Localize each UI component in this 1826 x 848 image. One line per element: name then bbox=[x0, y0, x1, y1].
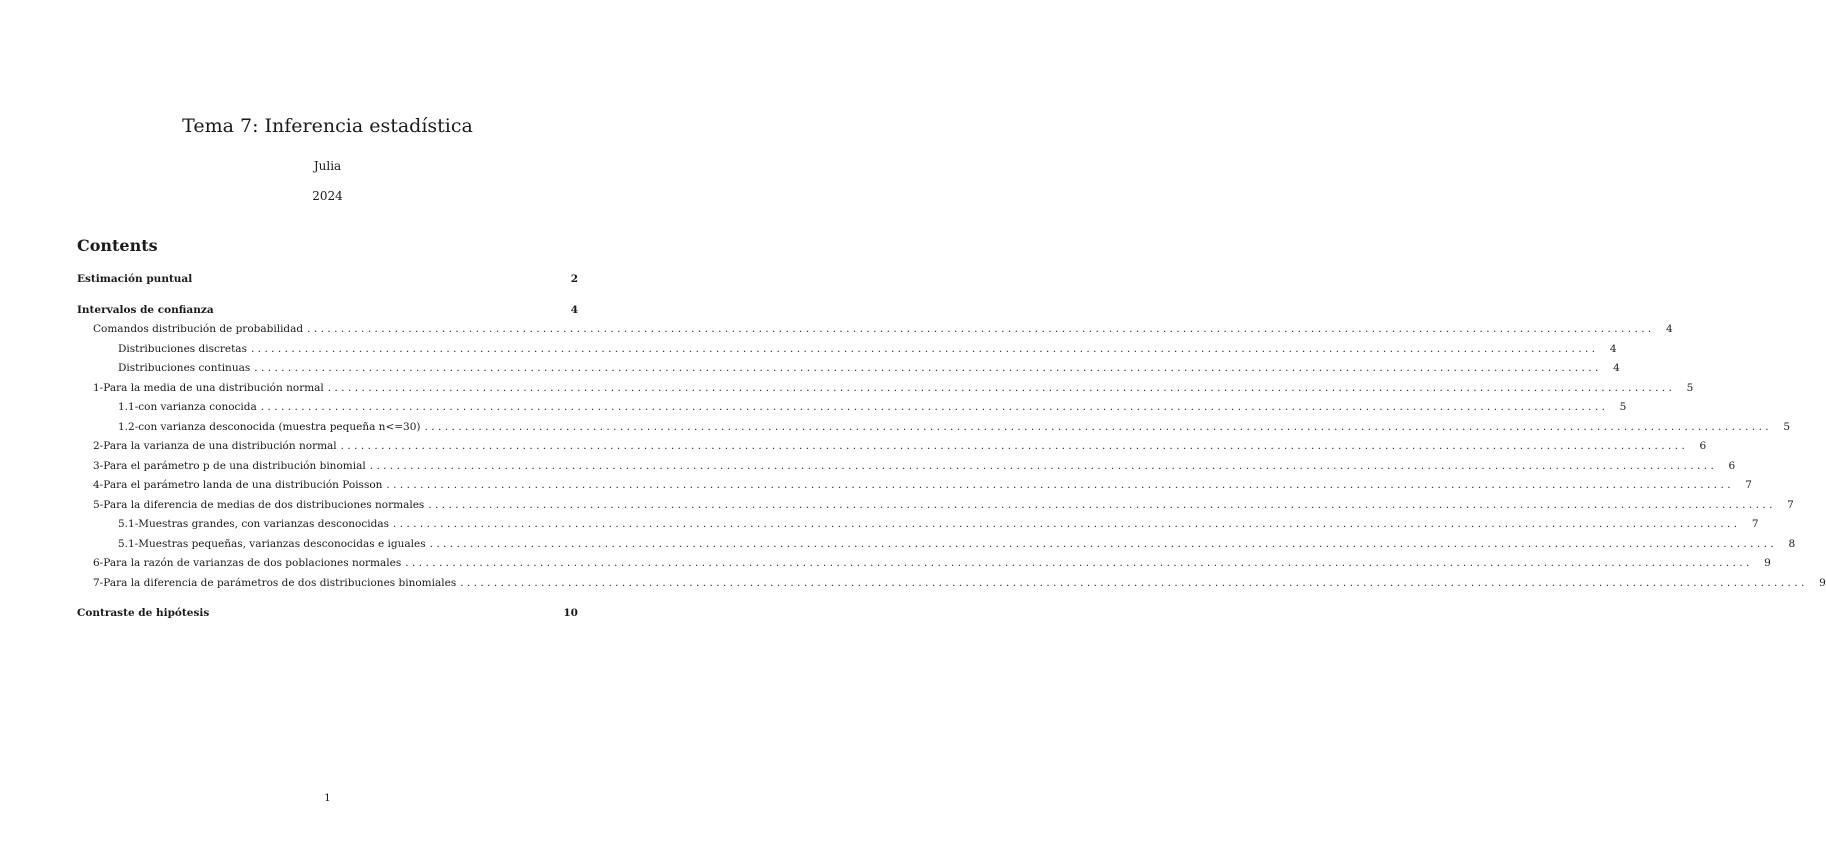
toc-dot-leader: ........................................................................................................................................................................................................ bbox=[254, 362, 1602, 374]
toc-subsection-entry[interactable] bbox=[77, 535, 1796, 555]
toc-dot-leader: ........................................................................................................................................................................................................ bbox=[307, 323, 1655, 335]
toc-entry-page[interactable]: 9 bbox=[1819, 576, 1826, 589]
toc-subsection-entry[interactable] bbox=[77, 379, 1694, 399]
toc-section-entry[interactable] bbox=[77, 270, 578, 290]
toc-entry-label[interactable]: 5-Para la diferencia de medias de dos distribuciones normales bbox=[93, 498, 425, 511]
toc-entry-label[interactable]: Contraste de hipótesis bbox=[77, 607, 210, 619]
toc-subsection-entry[interactable] bbox=[77, 398, 1627, 418]
toc-dot-leader: ........................................................................................................................................................................................................ bbox=[250, 342, 1599, 355]
table-of-contents bbox=[77, 270, 1826, 624]
toc-subsection-entry[interactable] bbox=[77, 574, 1826, 594]
toc-entry-label[interactable]: Distribuciones continuas bbox=[118, 362, 251, 374]
page-number: 1 bbox=[324, 792, 331, 804]
toc-entry-label[interactable]: 2-Para la varianza de una distribución normal bbox=[93, 440, 337, 452]
toc-dot-leader: ........................................................................................................................................................................................................ bbox=[424, 420, 1773, 433]
toc-entry-page[interactable]: 4 bbox=[570, 303, 578, 316]
document-date: 2024 bbox=[312, 189, 343, 203]
toc-entry-page[interactable]: 4 bbox=[1609, 342, 1617, 355]
toc-entry-label[interactable]: 5.1-Muestras grandes, con varianzas desconocidas bbox=[118, 518, 389, 530]
toc-dot-leader: ........................................................................................................................................................................................................ bbox=[460, 576, 1808, 589]
toc-dot-leader: ........................................................................................................................................................................................................ bbox=[386, 479, 1734, 491]
toc-entry-label[interactable]: Comandos distribución de probabilidad bbox=[93, 323, 304, 335]
toc-entry-label[interactable]: 6-Para la razón de varianzas de dos poblaciones normales bbox=[93, 557, 402, 569]
toc-entry-label[interactable]: Distribuciones discretas bbox=[118, 342, 247, 355]
toc-subsection-entry[interactable] bbox=[77, 359, 1620, 379]
toc-entry-label[interactable]: 1.2-con varianza desconocida (muestra pequeña n<=30) bbox=[118, 420, 421, 433]
toc-entry-page[interactable]: 7 bbox=[1787, 498, 1794, 511]
toc-entry-label[interactable]: Intervalos de confianza bbox=[77, 303, 214, 316]
toc-entry-page[interactable]: 10 bbox=[563, 607, 578, 619]
toc-entry-page[interactable]: 5 bbox=[1783, 420, 1791, 433]
toc-dot-leader: ........................................................................................................................................................................................................ bbox=[405, 557, 1753, 569]
toc-dot-leader: ........................................................................................................................................................................................................ bbox=[340, 440, 1689, 452]
toc-entry-label[interactable]: 3-Para el parámetro p de una distribución binomial bbox=[93, 459, 366, 472]
toc-section-entry[interactable] bbox=[77, 301, 578, 321]
toc-subsection-entry[interactable] bbox=[77, 457, 1736, 477]
toc-entry-page[interactable]: 8 bbox=[1788, 537, 1796, 550]
toc-subsection-entry[interactable] bbox=[77, 437, 1707, 457]
toc-subsection-entry[interactable] bbox=[77, 496, 1794, 516]
toc-subsection-entry[interactable] bbox=[77, 515, 1759, 535]
toc-dot-leader: ........................................................................................................................................................................................................ bbox=[392, 518, 1741, 530]
toc-entry-page[interactable]: 6 bbox=[1699, 440, 1707, 452]
toc-entry-label[interactable]: 4-Para el parámetro landa de una distribución Poisson bbox=[93, 479, 383, 491]
toc-entry-page[interactable]: 5 bbox=[1686, 381, 1694, 394]
toc-entry-page[interactable]: 6 bbox=[1728, 459, 1736, 472]
toc-dot-leader: ........................................................................................................................................................................................................ bbox=[369, 459, 1718, 472]
toc-subsection-entry[interactable] bbox=[77, 340, 1617, 360]
document-title: Tema 7: Inferencia estadística bbox=[182, 115, 473, 137]
toc-entry-label[interactable]: Estimación puntual bbox=[77, 273, 193, 285]
toc-dot-leader: ........................................................................................................................................................................................................ bbox=[260, 401, 1609, 413]
toc-entry-page[interactable]: 5 bbox=[1619, 401, 1627, 413]
toc-entry-label[interactable]: 1.1-con varianza conocida bbox=[118, 401, 257, 413]
toc-dot-leader: ........................................................................................................................................................................................................ bbox=[327, 381, 1676, 394]
toc-dot-leader: ........................................................................................................................................................................................................ bbox=[428, 498, 1776, 511]
toc-dot-leader: ........................................................................................................................................................................................................ bbox=[429, 537, 1778, 550]
toc-entry-label[interactable]: 5.1-Muestras pequeñas, varianzas desconocidas e iguales bbox=[118, 537, 426, 550]
toc-entry-page[interactable]: 4 bbox=[1613, 362, 1620, 374]
toc-subsection-entry[interactable] bbox=[77, 554, 1771, 574]
toc-entry-page[interactable]: 7 bbox=[1745, 479, 1752, 491]
toc-subsection-entry[interactable] bbox=[77, 418, 1791, 438]
toc-entry-label[interactable]: 1-Para la media de una distribución normal bbox=[93, 381, 324, 394]
toc-entry-label[interactable]: 7-Para la diferencia de parámetros de dos distribuciones binomiales bbox=[93, 576, 457, 589]
contents-heading: Contents bbox=[77, 236, 158, 255]
toc-entry-page[interactable]: 9 bbox=[1764, 557, 1771, 569]
toc-subsection-entry[interactable] bbox=[77, 320, 1673, 340]
toc-entry-page[interactable]: 4 bbox=[1665, 323, 1673, 335]
toc-entry-page[interactable]: 7 bbox=[1751, 518, 1759, 530]
toc-subsection-entry[interactable] bbox=[77, 476, 1752, 496]
toc-section-entry[interactable] bbox=[77, 604, 578, 624]
document-author: Julia bbox=[313, 159, 342, 173]
toc-entry-page[interactable]: 2 bbox=[570, 273, 578, 285]
